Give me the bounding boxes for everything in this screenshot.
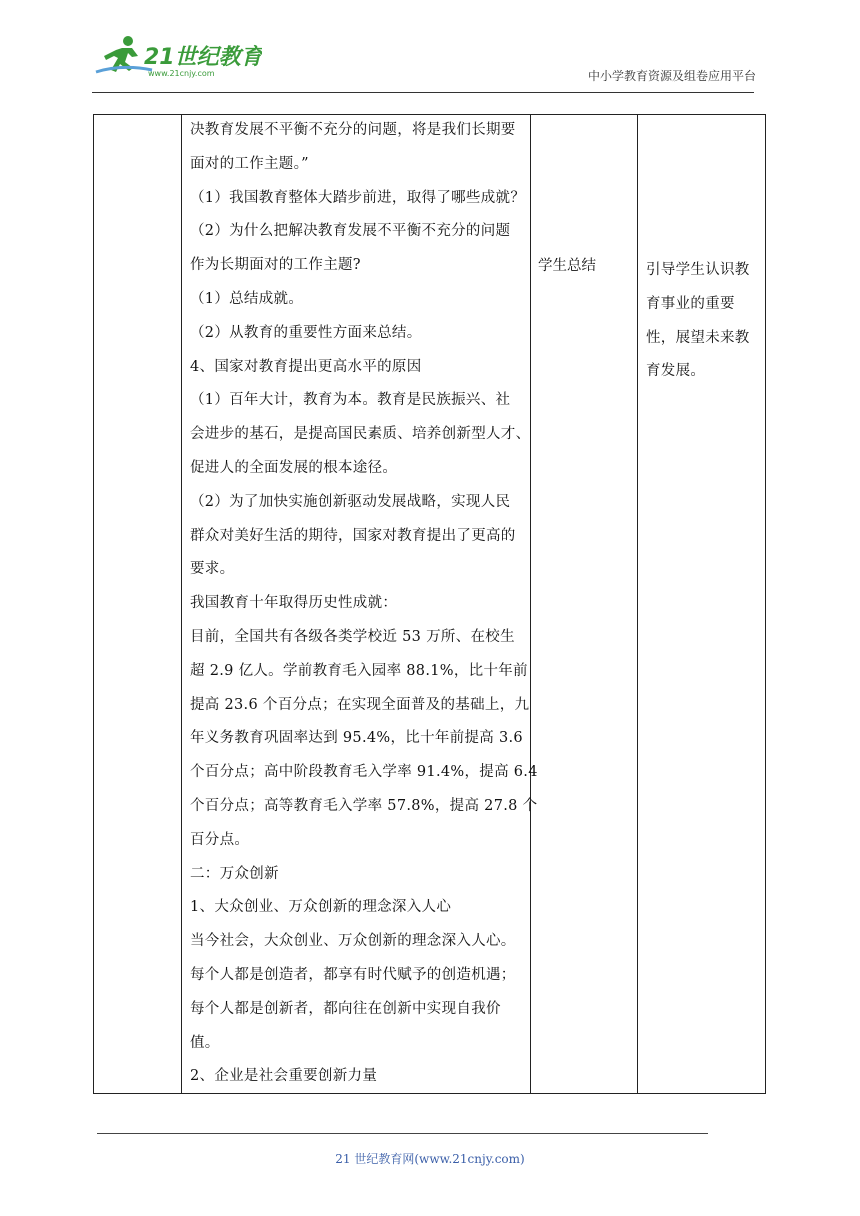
content-line: 值。 <box>190 1034 220 1051</box>
content-line: 群众对美好生活的期待，国家对教育提出了更高的 <box>190 527 516 544</box>
content-line: 4、国家对教育提出更高水平的原因 <box>190 358 422 375</box>
content-line: （2）为了加快实施创新驱动发展战略，实现人民 <box>190 493 511 510</box>
teaching-content-cell <box>190 114 538 1094</box>
content-line: 要求。 <box>190 561 235 578</box>
content-line: 目前，全国共有各级各类学校近 53 万所、在校生 <box>190 628 515 645</box>
logo-text: 21世纪教育 <box>144 45 262 70</box>
content-line: （2）从教育的重要性方面来总结。 <box>190 324 422 341</box>
design-intent-line: 性，展望未来教 <box>646 329 750 346</box>
content-line: 超 2.9 亿人。学前教育毛入园率 88.1%，比十年前 <box>190 662 528 679</box>
content-line: 我国教育十年取得历史性成就： <box>190 595 398 612</box>
content-line: 会进步的基石，是提高国民素质、培养创新型人才、 <box>190 426 531 443</box>
content-line: 2、企业是社会重要创新力量 <box>190 1068 378 1085</box>
table-column-divider <box>637 114 638 1094</box>
content-line: 面对的工作主题。” <box>190 155 309 172</box>
site-logo <box>92 34 262 82</box>
design-intent-line: 引导学生认识教 <box>646 262 750 278</box>
design-intent-cell <box>646 254 762 389</box>
running-figure-icon <box>92 34 262 82</box>
logo-url: www.21cnjy.com <box>148 69 215 78</box>
content-line: 促进人的全面发展的根本途径。 <box>190 459 398 476</box>
platform-title: 中小学教育资源及组卷应用平台 <box>587 69 756 83</box>
content-line: 个百分点；高中阶段教育毛入学率 91.4%，提高 6.4 <box>190 764 538 781</box>
design-intent-line: 育事业的重要 <box>646 295 735 312</box>
content-line: （1）我国教育整体大踏步前进，取得了哪些成就？ <box>190 189 526 206</box>
content-line: （1）百年大计，教育为本。教育是民族振兴、社 <box>190 392 511 409</box>
content-line: 个百分点；高等教育毛入学率 57.8%，提高 27.8 个 <box>190 797 538 814</box>
content-line: （2）为什么把解决教育发展不平衡不充分的问题 <box>190 223 511 240</box>
content-line: 每个人都是创新者，都向往在创新中实现自我价 <box>190 1000 501 1017</box>
content-line: 1、大众创业、万众创新的理念深入人心 <box>190 899 452 916</box>
content-line: （1）总结成就。 <box>190 290 304 307</box>
design-intent-line: 育发展。 <box>646 363 706 380</box>
table-column-divider <box>181 114 182 1094</box>
content-line: 决教育发展不平衡不充分的问题，将是我们长期要 <box>190 122 516 138</box>
content-line: 二：万众创新 <box>190 865 279 882</box>
table-column-divider <box>530 114 531 1094</box>
content-line: 百分点。 <box>190 831 250 848</box>
content-line: 提高 23.6 个百分点；在实现全面普及的基础上，九 <box>190 696 530 713</box>
content-line: 当今社会，大众创业、万众创新的理念深入人心。 <box>190 933 516 950</box>
content-line: 作为长期面对的工作主题? <box>190 257 361 274</box>
footer-link[interactable]: 21 世纪教育网(www.21cnjy.com) <box>335 1152 525 1166</box>
student-activity-cell: 学生总结 <box>538 258 596 274</box>
footer-divider <box>97 1133 708 1134</box>
content-line: 年义务教育巩固率达到 95.4%，比十年前提高 3.6 <box>190 730 523 747</box>
content-line: 每个人都是创造者，都享有时代赋予的创造机遇； <box>190 966 516 983</box>
header-divider <box>92 92 754 93</box>
